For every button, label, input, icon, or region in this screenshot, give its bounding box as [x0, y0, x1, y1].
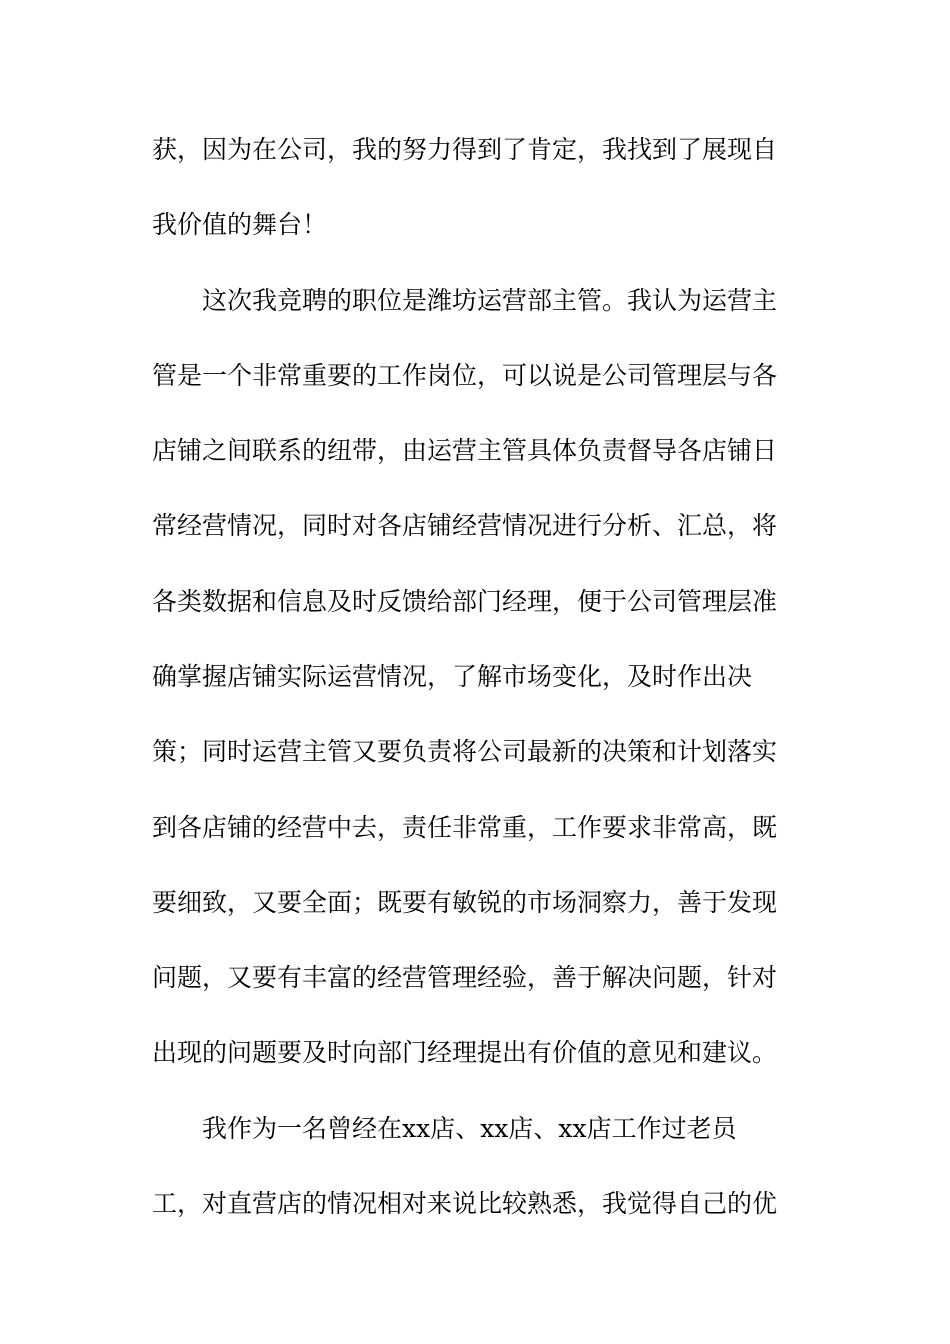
- text-line: 店铺之间联系的纽带，由运营主管具体负责督导各店铺日: [152, 436, 778, 465]
- text-line: 工，对直营店的情况相对来说比较熟悉，我觉得自己的优: [152, 1189, 778, 1218]
- text-line: 管是一个非常重要的工作岗位，可以说是公司管理层与各: [152, 361, 778, 390]
- text-line: 我价值的舞台！: [152, 210, 328, 239]
- text-line: 到各店铺的经营中去，责任非常重，工作要求非常高，既: [152, 813, 778, 842]
- text-line: 问题，又要有丰富的经营管理经验，善于解决问题，针对: [152, 963, 778, 992]
- text-line: 各类数据和信息及时反馈给部门经理，便于公司管理层准: [152, 587, 778, 616]
- text-line: 策；同时运营主管又要负责将公司最新的决策和计划落实: [152, 737, 778, 766]
- paragraph-start-line: 我作为一名曾经在xx店、xx店、xx店工作过老员: [202, 1114, 737, 1143]
- text-line: 要细致，又要全面；既要有敏锐的市场洞察力，善于发现: [152, 888, 778, 917]
- text-line: 确掌握店铺实际运营情况，了解市场变化，及时作出决: [152, 662, 753, 691]
- text-line: 获，因为在公司，我的努力得到了肯定，我找到了展现自: [152, 135, 778, 164]
- text-line: 出现的问题要及时向部门经理提出有价值的意见和建议。: [152, 1038, 778, 1067]
- text-line: 常经营情况，同时对各店铺经营情况进行分析、汇总，将: [152, 511, 778, 540]
- paragraph-start-line: 这次我竞聘的职位是潍坊运营部主管。我认为运营主: [202, 286, 778, 315]
